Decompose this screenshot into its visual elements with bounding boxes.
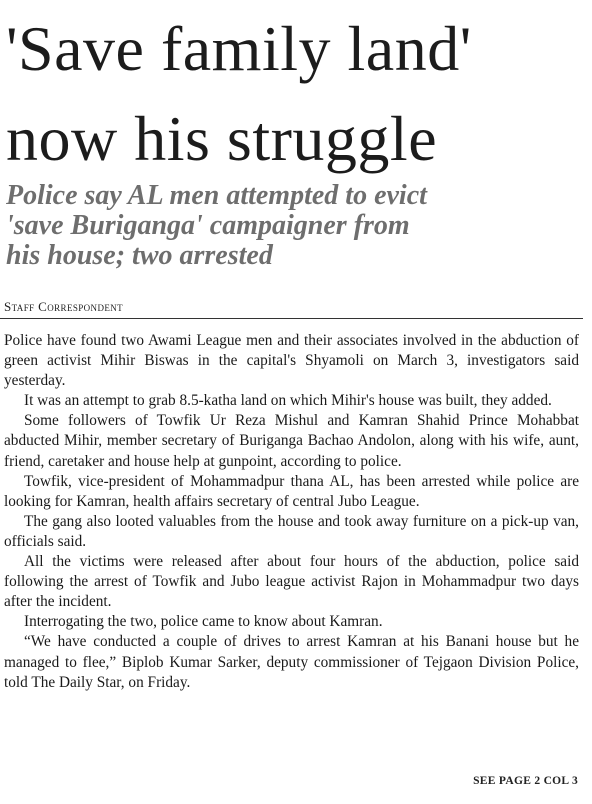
byline-rule <box>0 318 583 319</box>
headline-line-2: now his struggle <box>6 103 438 174</box>
paragraph-3: Some followers of Towfik Ur Reza Mishul and Kamran Shahid Prince Mohabbat abducted Mihir, member secretary of Buriganga Bachao Andolon, along with his wife, aunt, friend, caretaker and house help at gunpoint, according to police. <box>4 412 579 470</box>
headline <box>6 4 591 184</box>
byline: Staff Correspondent <box>4 299 124 314</box>
paragraph-8: “We have conducted a couple of drives to arrest Kamran at his Banani house but he managed to flee,” Biplob Kumar Sarker, deputy commissioner of Tejgaon Division Police, told The Daily Star, on Friday. <box>4 633 579 691</box>
article-body <box>4 331 579 693</box>
paragraph-2: It was an attempt to grab 8.5-katha land on which Mihir's house was built, they added. <box>24 392 552 410</box>
subheadline-line-3: his house; two arrested <box>6 240 273 271</box>
subheadline-line-2: 'save Buriganga' campaigner from <box>6 210 410 241</box>
paragraph-1: Police have found two Awami League men and their associates involved in the abduction of green activist Mihir Biswas in the capital's Shyamoli on March 3, investigators said yesterday. <box>4 332 579 390</box>
subheadline-line-1: Police say AL men attempted to evict <box>6 180 427 211</box>
paragraph-6: All the victims were released after about four hours of the abduction, police said following the arrest of Towfik and Jubo league activist Rajon in Mohammadpur two days after the incident. <box>4 553 579 611</box>
subheadline <box>6 181 586 271</box>
headline-line-1: 'Save family land' <box>6 13 472 84</box>
paragraph-7: Interrogating the two, police came to know about Kamran. <box>24 613 383 631</box>
paragraph-4: Towfik, vice-president of Mohammadpur thana AL, has been arrested while police are looking for Kamran, health affairs secretary of central Jubo League. <box>4 472 579 510</box>
paragraph-5: The gang also looted valuables from the house and took away furniture on a pick-up van, officials said. <box>4 512 579 550</box>
jump-line: SEE PAGE 2 COL 3 <box>473 775 578 787</box>
